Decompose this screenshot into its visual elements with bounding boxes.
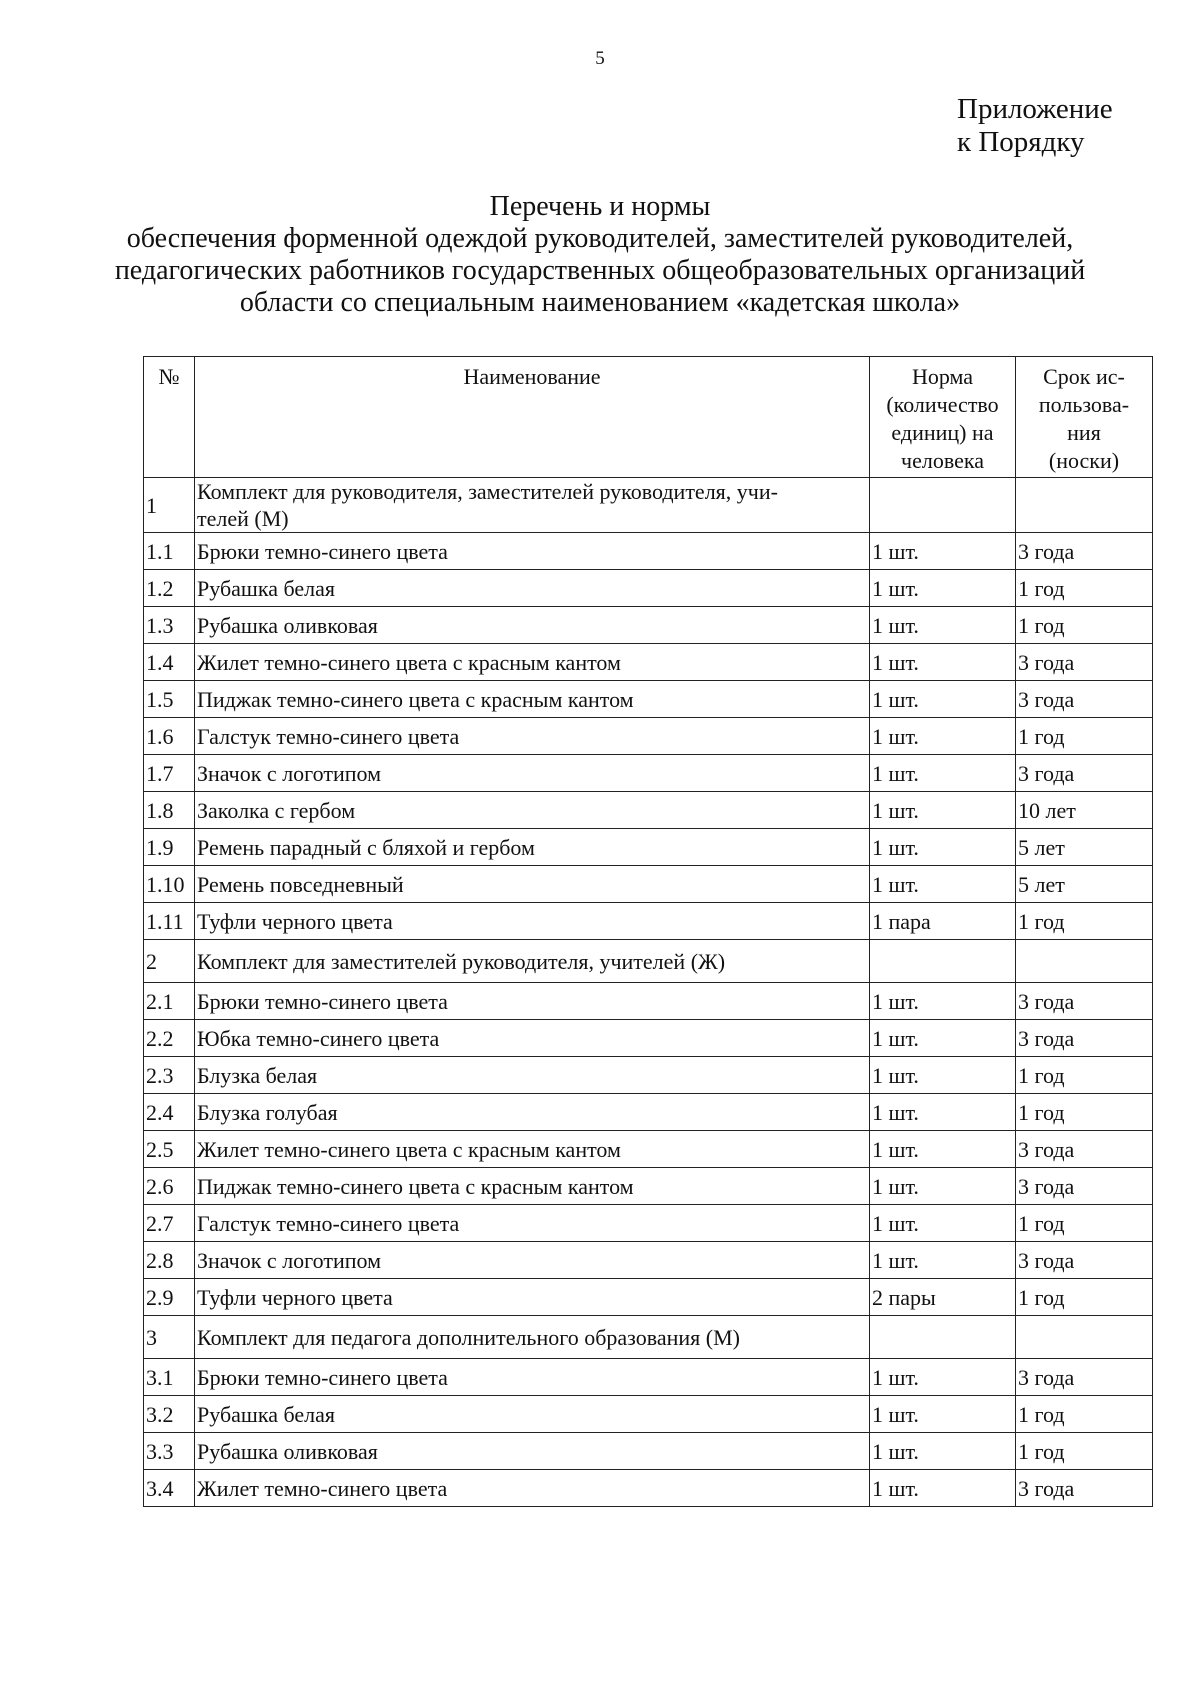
table-row <box>144 718 1153 755</box>
header-term <box>1016 357 1153 478</box>
cell-name: Юбка темно-синего цвета <box>195 1020 870 1057</box>
cell-number: 1.1 <box>144 533 195 570</box>
cell-name: Заколка с гербом <box>195 792 870 829</box>
table-row <box>144 866 1153 903</box>
header-number: № <box>144 357 195 478</box>
cell-norm: 1 шт. <box>870 1094 1016 1131</box>
cell-name: Рубашка белая <box>195 570 870 607</box>
cell-term: 3 года <box>1016 1242 1153 1279</box>
table-row <box>144 533 1153 570</box>
cell-number: 2.8 <box>144 1242 195 1279</box>
cell-number: 2 <box>144 940 195 983</box>
cell-name: Жилет темно-синего цвета <box>195 1470 870 1507</box>
cell-term: 10 лет <box>1016 792 1153 829</box>
cell-term: 5 лет <box>1016 829 1153 866</box>
cell-norm: 1 шт. <box>870 1131 1016 1168</box>
cell-name: Значок с логотипом <box>195 1242 870 1279</box>
cell-term: 3 года <box>1016 1168 1153 1205</box>
table-row <box>144 1057 1153 1094</box>
table-row <box>144 829 1153 866</box>
cell-norm: 1 шт. <box>870 1205 1016 1242</box>
cell-number: 1.4 <box>144 644 195 681</box>
table-row <box>144 1205 1153 1242</box>
cell-name: Пиджак темно-синего цвета с красным кантом <box>195 1168 870 1205</box>
title-line-3: педагогических работников государственных общеобразовательных организаций <box>114 255 1086 286</box>
cell-name-line: Комплект для руководителя, заместителей руководителя, учи- <box>197 479 778 504</box>
page-number: 5 <box>595 48 605 69</box>
cell-term: 1 год <box>1016 903 1153 940</box>
cell-norm: 1 шт. <box>870 607 1016 644</box>
table-group-row <box>144 1316 1153 1359</box>
cell-term: 3 года <box>1016 644 1153 681</box>
cell-number: 2.9 <box>144 1279 195 1316</box>
cell-number: 1.2 <box>144 570 195 607</box>
cell-number: 2.5 <box>144 1131 195 1168</box>
table-row <box>144 1131 1153 1168</box>
header-norm <box>870 357 1016 478</box>
cell-number: 1.7 <box>144 755 195 792</box>
cell-norm: 1 шт. <box>870 1057 1016 1094</box>
appendix-line-2: к Порядку <box>957 126 1085 158</box>
cell-number: 2.2 <box>144 1020 195 1057</box>
table-row <box>144 607 1153 644</box>
cell-term: 1 год <box>1016 1279 1153 1316</box>
cell-number: 2.3 <box>144 1057 195 1094</box>
cell-norm: 1 шт. <box>870 1242 1016 1279</box>
cell-number: 3.2 <box>144 1396 195 1433</box>
table-row <box>144 755 1153 792</box>
cell-term <box>1016 478 1153 533</box>
table-group-row <box>144 478 1153 533</box>
cell-term: 3 года <box>1016 681 1153 718</box>
appendix-note <box>957 93 1113 159</box>
cell-name: Брюки темно-синего цвета <box>195 533 870 570</box>
table-group-row <box>144 940 1153 983</box>
cell-term: 3 года <box>1016 1131 1153 1168</box>
title-line-2: обеспечения форменной одеждой руководителей, заместителей руководителей, <box>126 223 1074 254</box>
table-row <box>144 681 1153 718</box>
cell-number: 1.5 <box>144 681 195 718</box>
cell-number: 3.3 <box>144 1433 195 1470</box>
cell-name: Брюки темно-синего цвета <box>195 983 870 1020</box>
cell-name-line: телей (М) <box>197 506 289 531</box>
cell-name <box>195 478 870 533</box>
cell-name: Брюки темно-синего цвета <box>195 1359 870 1396</box>
title-line-4: области со специальным наименованием «кадетская школа» <box>239 287 961 318</box>
cell-norm: 1 шт. <box>870 718 1016 755</box>
norms-table <box>143 356 1153 1507</box>
cell-number: 1.6 <box>144 718 195 755</box>
cell-number: 1.9 <box>144 829 195 866</box>
table-row <box>144 1433 1153 1470</box>
cell-number: 2.1 <box>144 983 195 1020</box>
cell-norm <box>870 940 1016 983</box>
cell-norm: 1 шт. <box>870 829 1016 866</box>
cell-term: 3 года <box>1016 1359 1153 1396</box>
cell-norm: 1 шт. <box>870 681 1016 718</box>
cell-name: Туфли черного цвета <box>195 1279 870 1316</box>
cell-name: Туфли черного цвета <box>195 903 870 940</box>
table-row <box>144 792 1153 829</box>
cell-name: Блузка голубая <box>195 1094 870 1131</box>
cell-number: 2.4 <box>144 1094 195 1131</box>
cell-number: 3.1 <box>144 1359 195 1396</box>
cell-name: Жилет темно-синего цвета с красным кантом <box>195 644 870 681</box>
cell-term: 5 лет <box>1016 866 1153 903</box>
cell-norm: 1 шт. <box>870 1396 1016 1433</box>
cell-term: 1 год <box>1016 1094 1153 1131</box>
cell-norm: 1 шт. <box>870 983 1016 1020</box>
cell-norm <box>870 478 1016 533</box>
cell-term: 3 года <box>1016 1020 1153 1057</box>
cell-name: Рубашка белая <box>195 1396 870 1433</box>
cell-norm: 1 шт. <box>870 533 1016 570</box>
cell-name: Ремень парадный с бляхой и гербом <box>195 829 870 866</box>
cell-norm: 1 шт. <box>870 1433 1016 1470</box>
title-line-1: Перечень и нормы <box>489 191 711 222</box>
cell-number: 1.11 <box>144 903 195 940</box>
cell-number: 1.10 <box>144 866 195 903</box>
table-body <box>144 478 1153 1507</box>
header-norm-line: единиц) на <box>891 420 994 445</box>
cell-name: Галстук темно-синего цвета <box>195 1205 870 1242</box>
cell-term: 1 год <box>1016 570 1153 607</box>
cell-name: Комплект для заместителей руководителя, учителей (Ж) <box>195 940 870 983</box>
cell-norm: 1 пара <box>870 903 1016 940</box>
cell-number: 3.4 <box>144 1470 195 1507</box>
table-row <box>144 1020 1153 1057</box>
cell-name: Галстук темно-синего цвета <box>195 718 870 755</box>
cell-term: 1 год <box>1016 1396 1153 1433</box>
cell-name: Блузка белая <box>195 1057 870 1094</box>
document-title <box>0 191 1200 319</box>
header-term-line: (носки) <box>1048 448 1120 473</box>
cell-number: 3 <box>144 1316 195 1359</box>
cell-norm: 2 пары <box>870 1279 1016 1316</box>
table-row <box>144 1396 1153 1433</box>
cell-norm: 1 шт. <box>870 570 1016 607</box>
cell-name: Ремень повседневный <box>195 866 870 903</box>
cell-term <box>1016 940 1153 983</box>
cell-number: 2.7 <box>144 1205 195 1242</box>
cell-name: Комплект для педагога дополнительного образования (М) <box>195 1316 870 1359</box>
cell-term: 3 года <box>1016 1470 1153 1507</box>
cell-number: 1.8 <box>144 792 195 829</box>
cell-name: Пиджак темно-синего цвета с красным кантом <box>195 681 870 718</box>
cell-term: 1 год <box>1016 1433 1153 1470</box>
table-row <box>144 983 1153 1020</box>
cell-norm: 1 шт. <box>870 1359 1016 1396</box>
table-row <box>144 644 1153 681</box>
header-term-line: ния <box>1067 420 1101 445</box>
header-term-line: Срок ис- <box>1043 364 1125 389</box>
cell-norm: 1 шт. <box>870 644 1016 681</box>
cell-name: Рубашка оливковая <box>195 1433 870 1470</box>
table-row <box>144 570 1153 607</box>
cell-name: Жилет темно-синего цвета с красным кантом <box>195 1131 870 1168</box>
cell-term: 1 год <box>1016 1205 1153 1242</box>
table-row <box>144 1168 1153 1205</box>
cell-term: 1 год <box>1016 607 1153 644</box>
cell-term <box>1016 1316 1153 1359</box>
cell-term: 3 года <box>1016 533 1153 570</box>
cell-norm: 1 шт. <box>870 1470 1016 1507</box>
cell-norm: 1 шт. <box>870 1168 1016 1205</box>
table-row <box>144 1470 1153 1507</box>
header-norm-line: (количество <box>886 392 999 417</box>
table-row <box>144 1279 1153 1316</box>
cell-name: Рубашка оливковая <box>195 607 870 644</box>
cell-term: 1 год <box>1016 1057 1153 1094</box>
table-header-row <box>144 357 1153 478</box>
table-row <box>144 1242 1153 1279</box>
cell-name: Значок с логотипом <box>195 755 870 792</box>
cell-term: 1 год <box>1016 718 1153 755</box>
cell-number: 1.3 <box>144 607 195 644</box>
cell-number: 2.6 <box>144 1168 195 1205</box>
table-row <box>144 1359 1153 1396</box>
header-term-line: пользова- <box>1038 392 1130 417</box>
cell-norm: 1 шт. <box>870 792 1016 829</box>
cell-number: 1 <box>144 478 195 533</box>
cell-norm: 1 шт. <box>870 866 1016 903</box>
table-row <box>144 903 1153 940</box>
cell-norm: 1 шт. <box>870 1020 1016 1057</box>
cell-term: 3 года <box>1016 983 1153 1020</box>
header-norm-line: человека <box>901 448 984 473</box>
cell-norm: 1 шт. <box>870 755 1016 792</box>
cell-term: 3 года <box>1016 755 1153 792</box>
header-name: Наименование <box>195 357 870 478</box>
appendix-line-1: Приложение <box>957 93 1113 125</box>
table-row <box>144 1094 1153 1131</box>
cell-norm <box>870 1316 1016 1359</box>
header-norm-line: Норма <box>911 364 974 389</box>
